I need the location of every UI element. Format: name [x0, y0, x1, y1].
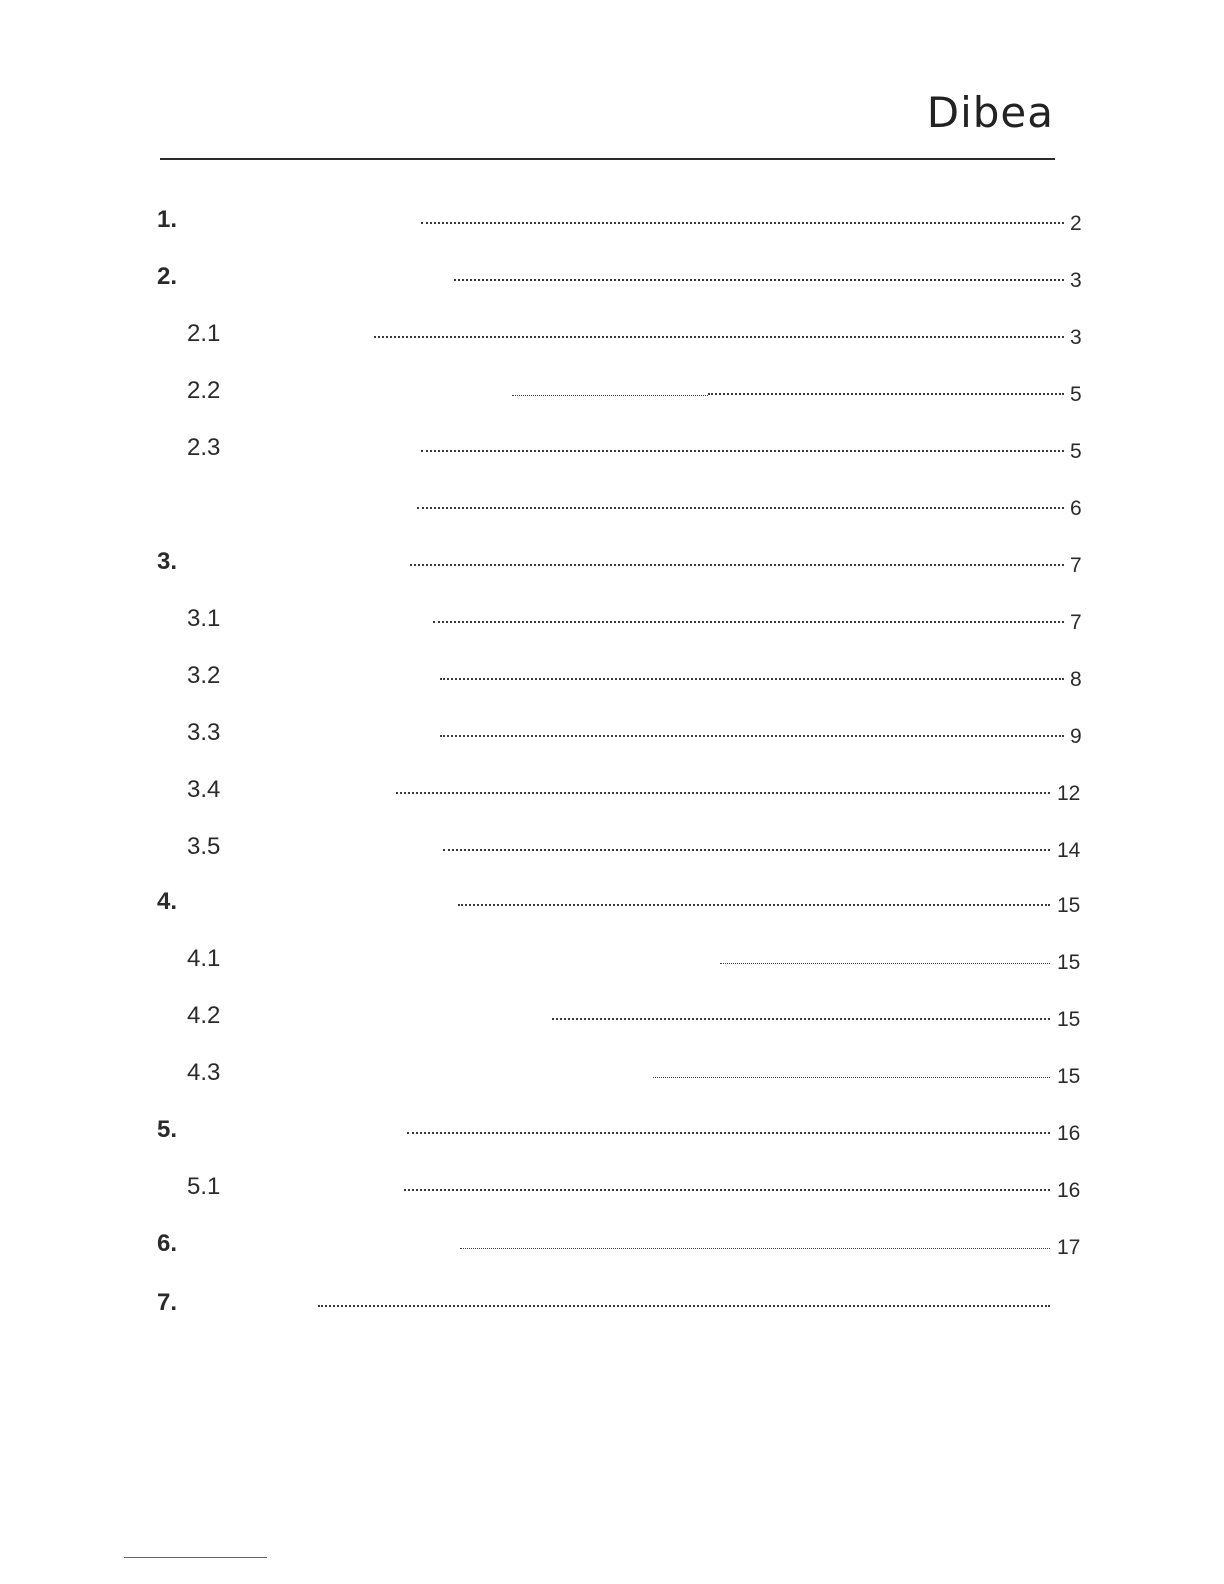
footer-link-underline[interactable]: [124, 1557, 267, 1558]
toc-entry-page: 16: [1057, 1122, 1081, 1145]
toc-entry-number: 7.: [157, 1289, 178, 1316]
toc-entry[interactable]: [0, 832, 1224, 862]
toc-leader-dots: [433, 621, 1064, 623]
toc-entry-page: 3: [1070, 269, 1082, 292]
toc-entry-number: 2.2: [187, 377, 221, 404]
toc-leader-dots: [421, 222, 1064, 224]
toc-leader-dots: [318, 1305, 1050, 1307]
toc-leader-dots: [407, 1132, 1050, 1134]
toc-entry-page: 17: [1057, 1236, 1081, 1259]
toc-entry[interactable]: [0, 661, 1224, 691]
toc-entry-number: 5.1: [187, 1173, 221, 1200]
toc-entry-page: 2: [1070, 212, 1082, 235]
toc-entry[interactable]: [0, 1288, 1224, 1318]
toc-entry-number: 3.2: [187, 662, 221, 689]
toc-entry-number: 5.: [157, 1116, 178, 1143]
toc-entry-number: 2.1: [187, 320, 221, 347]
toc-entry[interactable]: [0, 547, 1224, 577]
toc-leader-dots: [440, 678, 1064, 680]
toc-entry-number: 3.5: [187, 833, 221, 860]
toc-entry-number: 4.1: [187, 945, 221, 972]
toc-entry[interactable]: [0, 944, 1224, 974]
toc-entry-page: 7: [1070, 611, 1082, 634]
toc-leader-dots: [410, 564, 1064, 566]
toc-entry[interactable]: [0, 775, 1224, 805]
toc-entry-page: 6: [1070, 497, 1082, 520]
toc-entry-page: 3: [1070, 326, 1082, 349]
toc-entry-number: 4.: [157, 888, 178, 915]
toc-entry-number: 6.: [157, 1230, 178, 1257]
toc-entry[interactable]: [0, 205, 1224, 235]
toc-entry-number: 3.: [157, 548, 178, 575]
toc-entry[interactable]: [0, 1229, 1224, 1259]
toc-entry-number: 3.3: [187, 719, 221, 746]
toc-entry-page: 16: [1057, 1179, 1081, 1202]
toc-entry-page: 15: [1057, 1065, 1081, 1088]
brand-logo: Dibea: [926, 88, 1054, 137]
toc-leader-dots: [458, 904, 1050, 906]
toc-entry-number: 4.3: [187, 1059, 221, 1086]
toc-entry-page: 14: [1057, 839, 1081, 862]
toc-entry-page: 12: [1057, 782, 1081, 805]
toc-entry[interactable]: [0, 1172, 1224, 1202]
toc-entry[interactable]: [0, 718, 1224, 748]
toc-entry-number: 2.: [157, 263, 178, 290]
toc-leader-dots: [653, 1077, 1050, 1078]
toc-entry[interactable]: [0, 262, 1224, 292]
toc-leader-dots: [708, 393, 1064, 395]
toc-entry[interactable]: [0, 319, 1224, 349]
toc-entry-page: 15: [1057, 951, 1081, 974]
toc-leader-dots: [374, 336, 1064, 338]
toc-entry-number: 1.: [157, 206, 178, 233]
toc-entry-number: 4.2: [187, 1002, 221, 1029]
toc-entry-page: 5: [1070, 440, 1082, 463]
toc-entry[interactable]: [0, 1115, 1224, 1145]
toc-leader-dots: [552, 1018, 1050, 1020]
toc-leader-dots: [443, 849, 1050, 851]
toc-leader-dots: [404, 1189, 1050, 1191]
toc-entry[interactable]: [0, 376, 1224, 406]
toc-entry-page: 8: [1070, 668, 1082, 691]
toc-entry[interactable]: [0, 1058, 1224, 1088]
toc-entry-page: 15: [1057, 1008, 1081, 1031]
toc-leader-dots: [440, 735, 1064, 737]
toc-leader-dots: [396, 792, 1050, 794]
toc-entry[interactable]: [0, 887, 1224, 917]
toc-entry-number: 2.3: [187, 434, 221, 461]
toc-leader-dots: [454, 279, 1064, 281]
toc-leader-dots: [417, 507, 1064, 509]
toc-leader-dots: [460, 1248, 1050, 1249]
toc-leader-dots: [421, 450, 1064, 452]
toc-entry[interactable]: [0, 604, 1224, 634]
toc-entry[interactable]: [0, 490, 1224, 520]
toc-entry-number: 3.4: [187, 776, 221, 803]
toc-entry[interactable]: [0, 1001, 1224, 1031]
toc-entry-page: 9: [1070, 725, 1082, 748]
toc-entry-page: 7: [1070, 554, 1082, 577]
toc-entry-number: 3.1: [187, 605, 221, 632]
toc-entry-page: 5: [1070, 383, 1082, 406]
toc-leader-dots: [720, 963, 1050, 964]
toc-leader-dots: [512, 395, 708, 396]
toc-entry[interactable]: [0, 433, 1224, 463]
toc-entry-page: 15: [1057, 894, 1081, 917]
